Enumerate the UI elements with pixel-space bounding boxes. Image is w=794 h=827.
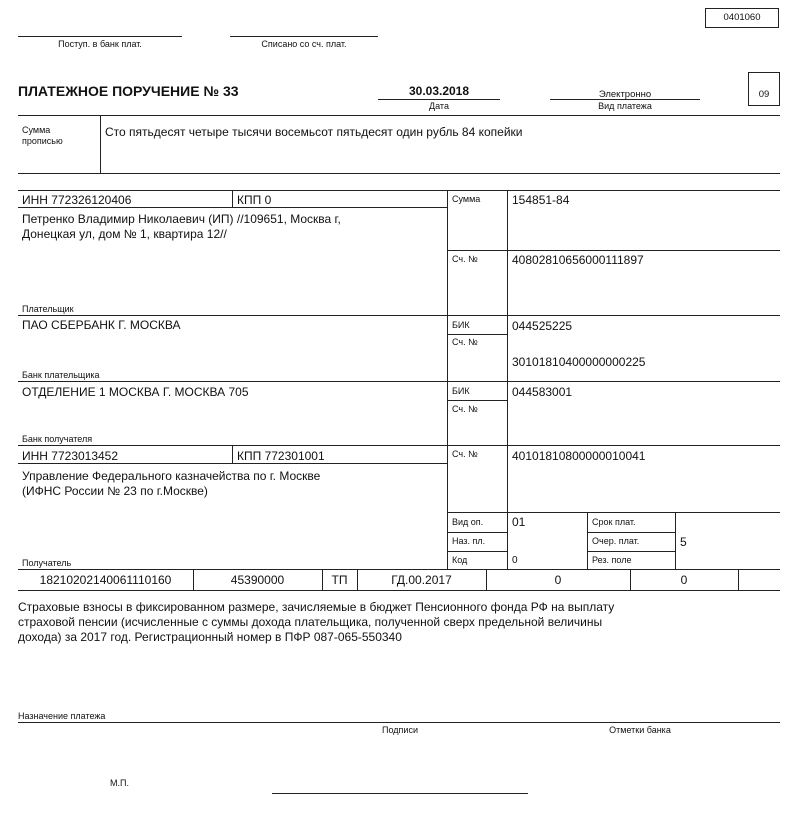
payer-bank-bik-label: БИК	[452, 320, 470, 330]
signature-line	[272, 793, 528, 794]
kod-label: Код	[452, 555, 468, 565]
payee-bank-label: Банк получателя	[22, 434, 93, 444]
rule	[587, 512, 588, 569]
payee-bank-name: ОТДЕЛЕНИЕ 1 МОСКВА Г. МОСКВА 705	[22, 385, 249, 399]
rule	[447, 250, 780, 251]
payee-bank-bik: 044583001	[512, 385, 573, 399]
amount-words-value: Сто пятьдесят четыре тысячи восемьсот пятьдесят один рубль 84 копейки	[105, 125, 523, 139]
rule	[738, 569, 739, 590]
purpose-line-2: страховой пенсии (исчисленные с суммы дохода плательщика, полученной сверх предельной величины	[18, 615, 603, 629]
purpose-line-1: Страховые взносы в фиксированном размере, зачисляемые в бюджет Пенсионного фонда РФ на выплату	[18, 600, 615, 614]
rule	[18, 315, 780, 316]
stamp-label: М.П.	[110, 778, 129, 788]
rule	[507, 190, 508, 569]
oktmo-value: 45390000	[230, 573, 285, 587]
payment-type-label: Вид платежа	[598, 101, 652, 111]
doc-date-value: 0	[680, 573, 688, 587]
rule	[447, 190, 448, 569]
debited-line	[230, 36, 378, 37]
payer-name-1: Петренко Владимир Николаевич (ИП) //109651, Москва г,	[22, 212, 341, 226]
payer-inn: ИНН 772326120406	[22, 193, 132, 207]
rule	[100, 115, 101, 173]
date-line	[378, 99, 500, 100]
rule	[18, 590, 780, 591]
debited-label: Списано со сч. плат.	[261, 39, 347, 49]
period-value: ГД.00.2017	[391, 573, 452, 587]
rule	[587, 532, 675, 533]
payer-bank-acc-label: Сч. №	[452, 337, 478, 347]
rule	[587, 551, 675, 552]
rule	[447, 334, 507, 335]
amount-words-label-1: Сумма	[22, 125, 51, 135]
payer-bank-label: Банк плательщика	[22, 370, 100, 380]
status-code-box	[748, 72, 780, 106]
payer-name-2: Донецкая ул, дом № 1, квартира 12//	[22, 227, 227, 241]
date-value: 30.03.2018	[408, 84, 470, 98]
payer-label: Плательщик	[22, 304, 74, 314]
page-title: ПЛАТЕЖНОЕ ПОРУЧЕНИЕ № 33	[18, 83, 239, 99]
payer-account-label: Сч. №	[452, 254, 478, 264]
payer-bank-bik: 044525225	[512, 319, 573, 333]
received-line	[18, 36, 182, 37]
status-code: 09	[758, 89, 770, 100]
signatures-label: Подписи	[382, 725, 418, 735]
payer-account-value: 40802810656000111897	[512, 253, 644, 267]
ocher-label: Очер. плат.	[592, 536, 640, 546]
payee-kpp: КПП 772301001	[237, 449, 325, 463]
date-label: Дата	[429, 101, 449, 111]
payee-acc-label: Сч. №	[452, 449, 478, 459]
rule	[18, 207, 447, 208]
rule	[447, 532, 507, 533]
rule	[18, 173, 780, 174]
payee-inn: ИНН 7723013452	[22, 449, 119, 463]
rule	[447, 512, 780, 513]
payee-label: Получатель	[22, 558, 72, 568]
naz-pl-label: Наз. пл.	[452, 536, 486, 546]
payer-kpp: КПП 0	[237, 193, 272, 207]
basis-value: ТП	[331, 573, 348, 587]
rule	[18, 381, 780, 382]
rule	[18, 569, 780, 570]
vid-op-value: 01	[512, 515, 526, 529]
purpose-line-3: дохода) за 2017 год. Регистрационный номер в ПФР 087-065-550340	[18, 630, 402, 644]
rule	[232, 445, 233, 463]
form-code: 0401060	[723, 12, 761, 23]
payee-name-1: Управление Федерального казначейства по г. Москве	[22, 469, 321, 483]
received-label: Поступ. в банк плат.	[58, 39, 142, 49]
rule	[232, 190, 233, 207]
doc-num-value: 0	[554, 573, 562, 587]
payee-bank-acc-label: Сч. №	[452, 404, 478, 414]
rule	[447, 400, 507, 401]
ocher-value: 5	[680, 535, 687, 549]
payer-bank-name: ПАО СБЕРБАНК Г. МОСКВА	[22, 318, 181, 332]
srok-label: Срок плат.	[592, 517, 636, 527]
kbk-value: 18210202140061110160	[39, 573, 172, 587]
res-label: Рез. поле	[592, 555, 632, 565]
amount-words-label-2: прописью	[22, 136, 63, 146]
vid-op-label: Вид оп.	[452, 517, 484, 527]
rule	[18, 445, 780, 446]
payee-name-2: (ИФНС России № 23 по г.Москве)	[22, 484, 208, 498]
bank-marks-label: Отметки банка	[609, 725, 671, 735]
rule	[447, 551, 507, 552]
rule	[18, 115, 780, 116]
amount-value: 154851-84	[512, 193, 570, 207]
purpose-label: Назначение платежа	[18, 711, 106, 721]
payee-bank-bik-label: БИК	[452, 386, 470, 396]
payer-bank-acc: 30101810400000000225	[512, 355, 646, 369]
amount-label: Сумма	[452, 194, 481, 204]
rule	[18, 463, 447, 464]
payment-type-line	[550, 99, 700, 100]
payment-type-value: Электронно	[598, 89, 652, 100]
payee-acc: 40101810800000010041	[512, 449, 646, 463]
kod-value: 0	[512, 555, 518, 566]
rule	[18, 190, 780, 191]
rule	[675, 512, 676, 569]
form-code-box	[705, 8, 779, 28]
rule	[18, 722, 780, 723]
